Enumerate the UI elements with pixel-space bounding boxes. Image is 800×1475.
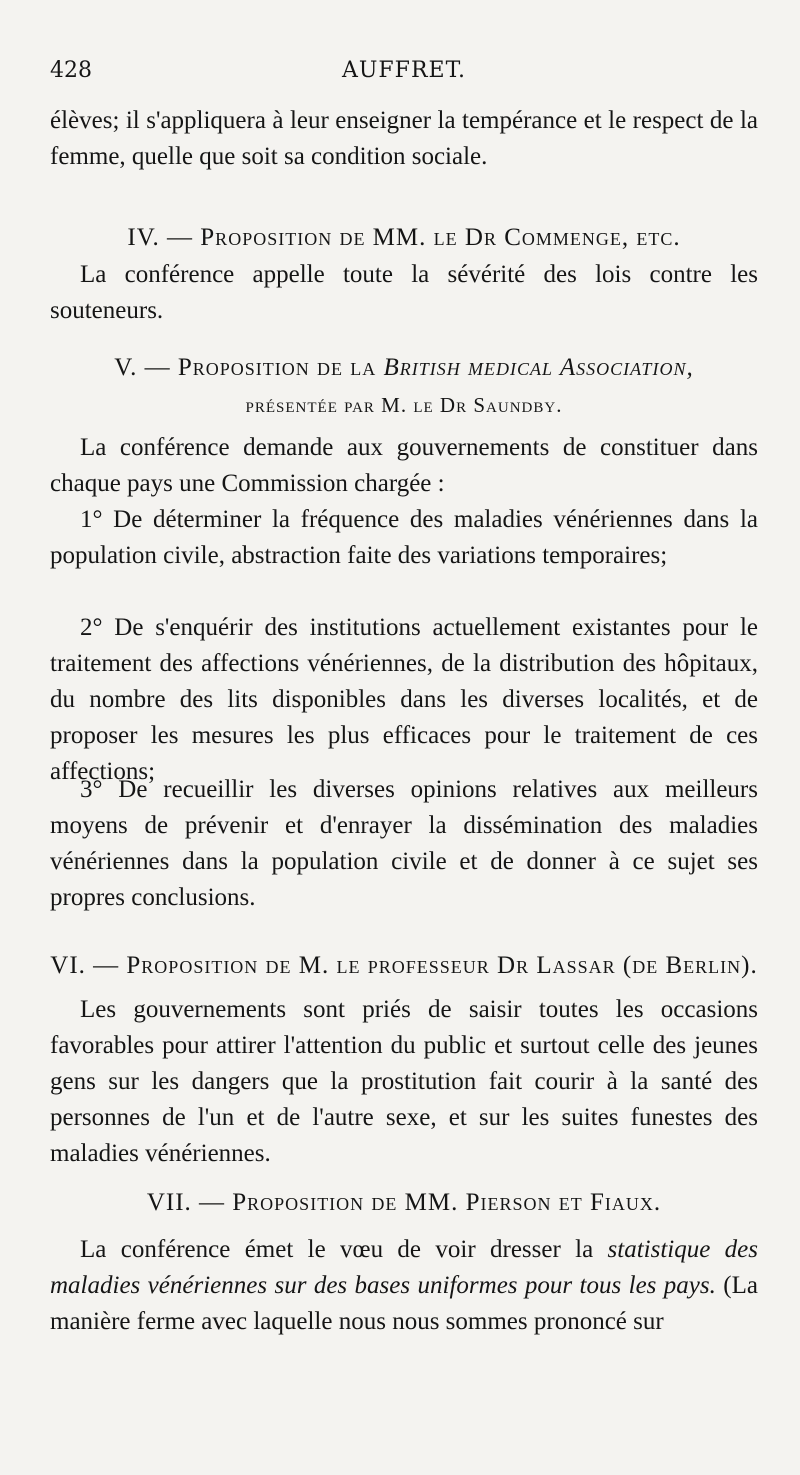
heading-association-name: British medical Association, — [383, 354, 694, 381]
paragraph-statistique-start: La conférence émet le vœu de voir dresser la — [80, 1236, 608, 1263]
page-number: 428 — [50, 58, 92, 83]
running-title: AUFFRET. — [341, 58, 466, 83]
list-item-1: 1° De déterminer la fréquence des maladies vénériennes dans la population civile, abstraction faite des variations temporaires; — [50, 506, 758, 569]
paragraph-statistique-emphasis: statistique des maladies vénériennes sur des bases uniformes pour tous les pays. — [50, 1236, 759, 1299]
paragraph-continuation: élèves; il s'appliquera à leur enseigner la tempérance et le respect de la femme, quelle que soit sa condition sociale. — [50, 107, 758, 170]
paragraph-commission: La conférence demande aux gouvernements de constituer dans chaque pays une Commission chargée : — [50, 434, 758, 497]
paragraph-statistique — [50, 1232, 758, 1340]
list-item-3: 3° De recueillir les diverses opinions relatives aux meilleurs moyens de prévenir et d'enrayer la dissémination des maladies vénériennes dans la population civile et de donner à ce sujet ses propres conclusions. — [50, 776, 758, 911]
running-head — [50, 58, 758, 88]
heading-proposition-v-prefix: V. — Proposition de la — [114, 354, 384, 381]
book-page — [50, 0, 758, 1475]
heading-proposition-v-subtitle: présentée par M. le Dr Saundby. — [245, 393, 563, 417]
list-item-2: 2° De s'enquérir des institutions actuellement existantes pour le traitement des affections vénériennes, de la distribution des hôpitaux, du nombre des lits disponibles dans les diverses localités, et de proposer les mesures les plus efficaces pour le traitement de ces affections; — [50, 614, 758, 785]
heading-proposition-iv: IV. — Proposition de MM. le Dr Commenge, etc. — [127, 224, 681, 251]
paragraph-gouvernements: Les gouvernements sont priés de saisir toutes les occasions favorables pour attirer l'attention du public et surtout celle des jeunes gens sur les dangers que la prostitution fait courir à la santé des personnes de l'un et de l'autre sexe, et sur les suites funestes des maladies vénériennes. — [50, 996, 758, 1167]
paragraph-souteneurs: La conférence appelle toute la sévérité des lois contre les souteneurs. — [50, 261, 758, 324]
heading-proposition-vii: VII. — Proposition de MM. Pierson et Fiaux. — [146, 1189, 662, 1216]
paragraph-statistique-end: (La manière ferme avec laquelle nous nous sommes prononcé sur — [50, 1272, 758, 1335]
heading-proposition-vi: VI. — Proposition de M. le professeur Dr Lassar (de Berlin). — [50, 952, 758, 979]
heading-proposition-v — [50, 350, 758, 386]
